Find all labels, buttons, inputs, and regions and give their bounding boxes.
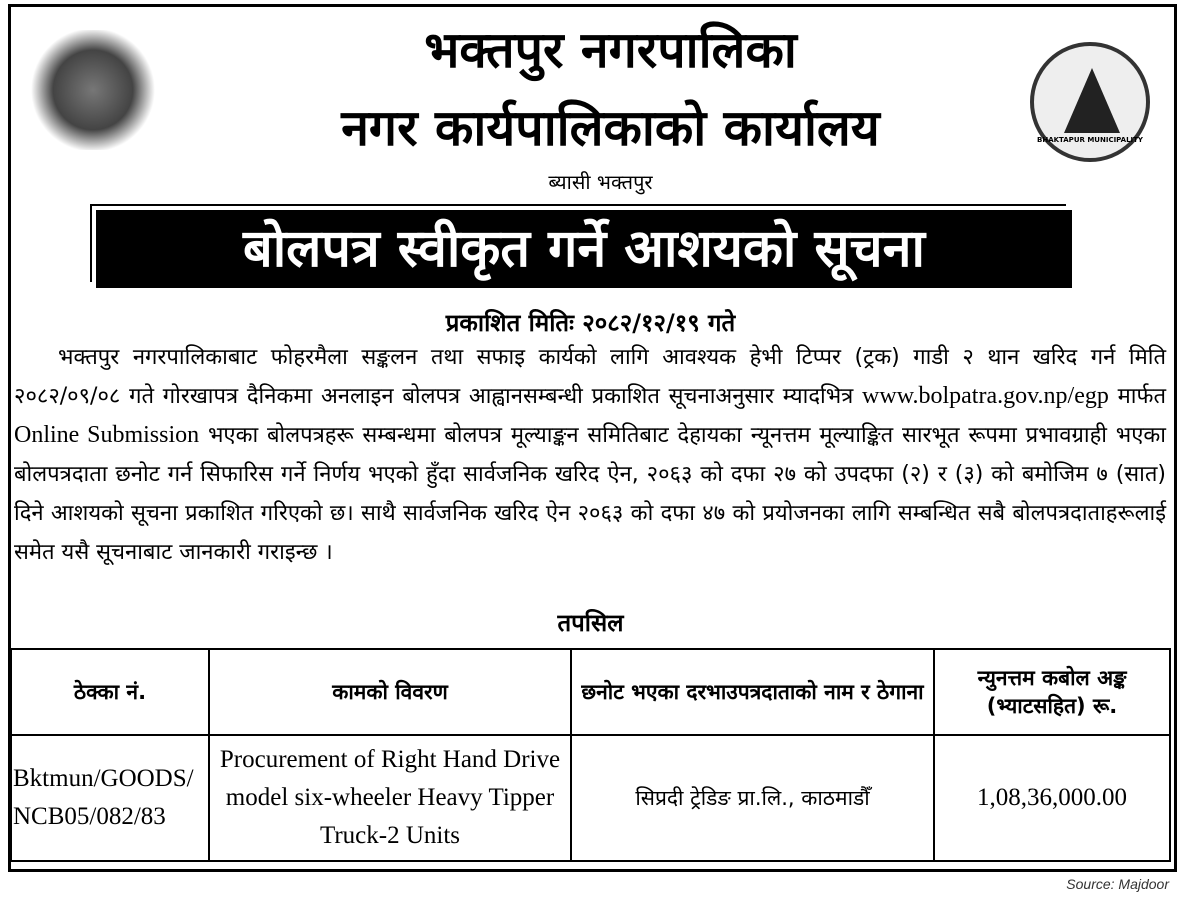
office-title: नगर कार्यपालिकाको कार्यालय bbox=[341, 99, 880, 157]
table-row bbox=[11, 735, 1170, 861]
published-date: प्रकाशित मितिः २०८२/१२/१९ गते bbox=[445, 309, 736, 337]
table-header-row bbox=[11, 649, 1170, 735]
source-credit: Source: Majdoor bbox=[1066, 876, 1169, 892]
bolpatra-url: www.bolpatra.gov.np/egp bbox=[862, 383, 1109, 409]
body-text-3: भएका बोलपत्रहरू सम्बन्धमा बोलपत्र मूल्याङ्कन समितिबाट देहायका न्यूनत्तम मूल्याङ्कित सारभूत रूपमा प्रभावग्राही भएका बोलपत्रदाता छनोट गर्न सिफारिस गर्ने निर्णय भएको हुँदा सार्वजनिक खरिद ऐन, २०६३ को दफा २७ को उपदफा (२) र (३) को बमोजिम ७ (सात) दिने आशयको सूचना प्रकाशित गरिएको छ। साथै सार्वजनिक खरिद ऐन २०६३ को दफा ४७ को प्रयोजनका लागि सम्बन्धित सबै बोलपत्रदाताहरूलाई समेत यसै सूचनाबाट जानकारी गराइन्छ । bbox=[14, 423, 1166, 565]
online-submission-text: Online Submission bbox=[14, 422, 200, 448]
body-text-2: मार्फत bbox=[1117, 384, 1166, 409]
contract-no: Bktmun/GOODS/NCB05/082/83 bbox=[11, 735, 209, 861]
work-description: Procurement of Right Hand Drive model six-wheeler Heavy Tipper Truck-2 Units bbox=[209, 735, 571, 861]
logo-text: BHAKTAPUR MUNICIPALITY bbox=[1037, 136, 1143, 144]
body-text-1: भक्तपुर नगरपालिकाबाट फोहरमैला सङ्कलन तथा सफाइ कार्यको लागि आवश्यक हेभी टिप्पर (ट्रक) गाडी २ थान खरिद गर्न मिति २०८२/०९/०८ गते गोरखापत्र दैनिकमा अनलाइन बोलपत्र आह्वानसम्बन्धी प्रकाशित सूचनाअनुसार म्यादभित्र bbox=[14, 345, 1166, 409]
office-location: ब्यासी भक्तपुर bbox=[548, 170, 653, 194]
notice-title-banner: बोलपत्र स्वीकृत गर्ने आशयको सूचना bbox=[96, 210, 1072, 288]
notice-body bbox=[14, 338, 1166, 572]
header-description: कामको विवरण bbox=[209, 649, 571, 735]
header-contract-no: ठेक्का नं. bbox=[11, 649, 209, 735]
schedule-heading: तपसिल bbox=[557, 609, 624, 637]
selected-bidder: सिप्रदी ट्रेडिङ प्रा.लि., काठमाडौँ bbox=[571, 735, 934, 861]
award-table bbox=[10, 648, 1171, 862]
bid-amount: 1,08,36,000.00 bbox=[934, 735, 1170, 861]
header-amount: न्युनत्तम कबोल अङ्क (भ्याटसहित) रू. bbox=[934, 649, 1170, 735]
header-bidder: छनोट भएका दरभाउपत्रदाताको नाम र ठेगाना bbox=[571, 649, 934, 735]
municipality-title: भक्तपुर नगरपालिका bbox=[424, 21, 797, 79]
